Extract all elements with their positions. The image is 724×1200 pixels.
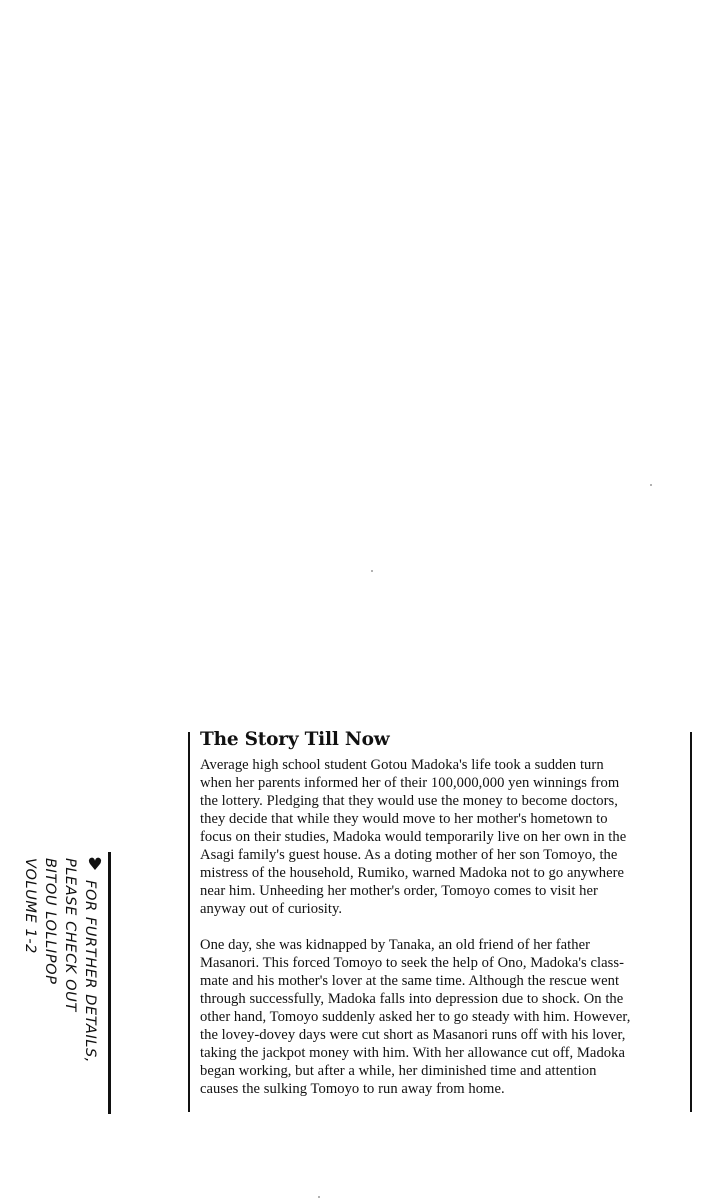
summary-paragraph-1 <box>200 756 670 918</box>
summary-line: mate and his mother's lover at the same time. Although the rescue went <box>200 973 620 989</box>
summary-line: focus on their studies, Madoka would temporarily live on her own in the <box>200 829 627 845</box>
summary-line: One day, she was kidnapped by Tanaka, an old friend of her father <box>200 937 591 953</box>
side-note-line: PLEASE CHECK OUT <box>62 858 78 1012</box>
summary-line: causes the sulking Tomoyo to run away from home. <box>200 1081 505 1097</box>
summary-title: The Story Till Now <box>200 729 390 750</box>
page-speck <box>318 1196 320 1198</box>
side-note-line: VOLUME 1-2 <box>22 858 38 954</box>
side-note-line: FOR FURTHER DETAILS, <box>82 880 98 1064</box>
summary-line: mistress of the household, Rumiko, warned Madoka not to go anywhere <box>200 865 625 881</box>
side-note-line: BITOU LOLLIPOP <box>42 858 58 985</box>
summary-paragraph-2 <box>200 936 670 1098</box>
summary-line: Average high school student Gotou Madoka's life took a sudden turn <box>200 757 604 773</box>
summary-right-rule <box>690 732 692 1112</box>
side-note <box>20 858 100 1063</box>
side-note-rule <box>108 852 111 1114</box>
summary-line: Asagi family's guest house. As a doting mother of her son Tomoyo, the <box>200 847 618 863</box>
summary-line: anyway out of curiosity. <box>200 901 343 917</box>
heart-icon: ♥ <box>87 855 103 875</box>
summary-line: began working, but after a while, her diminished time and attention <box>200 1063 597 1079</box>
summary-line: taking the jackpot money with him. With her allowance cut off, Madoka <box>200 1045 626 1061</box>
summary-line: other hand, Tomoyo suddenly asked her to go steady with him. However, <box>200 1009 631 1025</box>
paragraph-gap <box>200 918 670 936</box>
summary-line: near him. Unheeding her mother's order, Tomoyo comes to visit her <box>200 883 598 899</box>
page-speck <box>371 570 373 572</box>
page-speck <box>650 484 652 486</box>
summary-line: through successfully, Madoka falls into depression due to shock. On the <box>200 991 624 1007</box>
summary-line: Masanori. This forced Tomoyo to seek the help of Ono, Madoka's class- <box>200 955 625 971</box>
summary-line: they decide that while they would move to her mother's hometown to <box>200 811 608 827</box>
summary-line: when her parents informed her of their 100,000,000 yen winnings from <box>200 775 620 791</box>
summary-left-rule <box>188 732 190 1112</box>
summary-line: the lottery. Pledging that they would use the money to become doctors, <box>200 793 618 809</box>
story-summary <box>200 726 670 1098</box>
summary-line: the lovey-dovey days were cut short as Masanori runs off with his lover, <box>200 1027 626 1043</box>
